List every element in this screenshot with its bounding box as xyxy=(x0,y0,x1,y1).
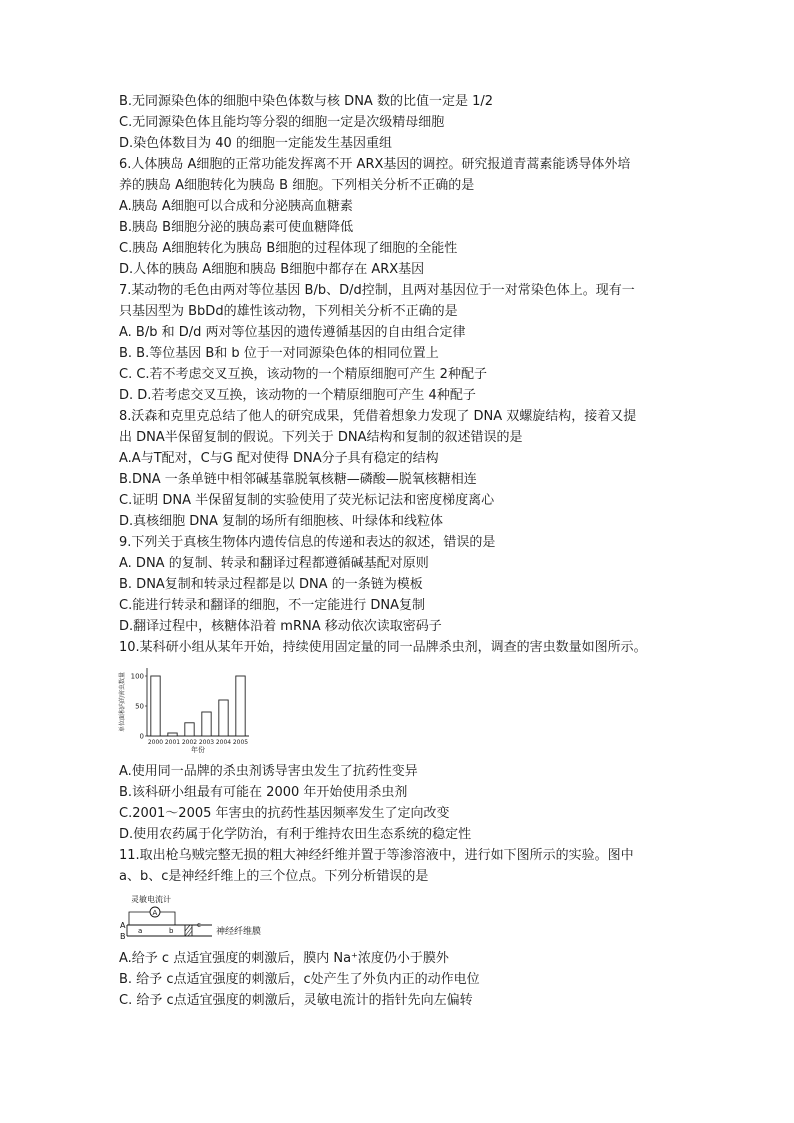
option-line: D.染色体数目为 40 的细胞一定能发生基因重组 xyxy=(119,136,392,151)
bar-2002 xyxy=(185,723,194,736)
option-line: C.能进行转录和翻译的细胞，不一定能进行 DNA复制 xyxy=(119,598,425,613)
bar-2001 xyxy=(168,733,177,736)
question-line: 出 DNA半保留复制的假说。下列关于 DNA结构和复制的叙述错误的是 xyxy=(119,430,523,445)
option-line: C. 给予 c点适宜强度的刺激后，灵敏电流计的指针先向左偏转 xyxy=(119,993,473,1008)
option-line: C. C.若不考虑交叉互换，该动物的一个精原细胞可产生 2种配子 xyxy=(119,367,487,382)
option-line: A.使用同一品牌的杀虫剂诱导害虫发生了抗药性变异 xyxy=(119,764,418,779)
x-tick-label: 2001 xyxy=(164,739,181,746)
row-a-label: A xyxy=(120,921,126,930)
option-line: C.无同源染色体且能均等分裂的细胞一定是次级精母细胞 xyxy=(119,115,445,130)
option-line: A. B/b 和 D/d 两对等位基因的遗传遵循基因的自由组合定律 xyxy=(119,325,466,340)
bar-2004 xyxy=(219,700,228,736)
chart-bars xyxy=(151,676,245,736)
question-line: a、b、c是神经纤维上的三个位点。下列分析错误的是 xyxy=(119,869,429,884)
bar-2003 xyxy=(202,712,211,736)
option-line: A.给予 c 点适宜强度的刺激后，膜内 Na⁺浓度仍小于膜外 xyxy=(119,951,449,966)
option-line: C.2001～2005 年害虫的抗药性基因频率发生了定向改变 xyxy=(119,806,450,821)
nerve-diagram-svg xyxy=(117,893,297,945)
bar-2005 xyxy=(236,676,245,736)
question-line: 6.人体胰岛 A细胞的正常功能发挥离不开 ARX基因的调控。研究报道青蒿素能诱导体外培 xyxy=(119,157,631,172)
option-line: B. DNA复制和转录过程都是以 DNA 的一条链为模板 xyxy=(119,577,423,592)
meter-label: 灵敏电流计 xyxy=(131,895,171,904)
x-axis-label: 年份 xyxy=(191,746,205,754)
question-line: 只基因型为 BbDd的雄性该动物，下列相关分析不正确的是 xyxy=(119,304,458,319)
option-line: D.翻译过程中，核糖体沿着 mRNA 移动依次读取密码子 xyxy=(119,619,442,634)
option-line: D. D.若考虑交叉互换，该动物的一个精原细胞可产生 4种配子 xyxy=(119,388,476,403)
point-b: b xyxy=(169,927,174,935)
nerve-fiber-diagram xyxy=(117,893,297,945)
y-tick-label: 50 xyxy=(135,702,144,711)
option-line: A.A与T配对，C与G 配对使得 DNA分子具有稳定的结构 xyxy=(119,451,439,466)
point-a: a xyxy=(138,927,143,935)
option-line: A.胰岛 A细胞可以合成和分泌胰高血糖素 xyxy=(119,199,353,214)
option-line: A. DNA 的复制、转录和翻译过程都遵循碱基配对原则 xyxy=(119,556,429,571)
y-axis-label: 单位面积内的害虫数量 xyxy=(119,671,126,733)
question-line: 8.沃森和克里克总结了他人的研究成果，凭借着想象力发现了 DNA 双螺旋结构，接着又提 xyxy=(119,409,637,424)
option-line: C.胰岛 A细胞转化为胰岛 B细胞的过程体现了细胞的全能性 xyxy=(119,241,458,256)
x-tick-label: 2000 xyxy=(147,739,164,746)
option-line: B. 给予 c点适宜强度的刺激后，c处产生了外负内正的动作电位 xyxy=(119,972,480,987)
option-line: B.无同源染色体的细胞中染色体数与核 DNA 数的比值一定是 1/2 xyxy=(119,94,493,109)
fiber-label: 神经纤维膜 xyxy=(216,927,262,937)
question-line: 9.下列关于真核生物体内遗传信息的传递和表达的叙述，错误的是 xyxy=(119,535,496,550)
bar-2000 xyxy=(151,676,160,736)
question-line: 11.取出枪乌贼完整无损的粗大神经纤维并置于等渗溶液中，进行如下图所示的实验。图中 xyxy=(119,848,634,863)
x-tick-label: 2003 xyxy=(198,739,215,746)
option-line: B. B.等位基因 B和 b 位于一对同源染色体的相同位置上 xyxy=(119,346,439,361)
x-tick-label: 2005 xyxy=(232,739,249,746)
question-line: 10.某科研小组从某年开始，持续使用固定量的同一品牌杀虫剂，调查的害虫数量如图所示。 xyxy=(119,640,647,655)
option-line: B.DNA 一条单链中相邻碱基靠脱氧核糖—磷酸—脱氧核糖相连 xyxy=(119,472,477,487)
bar-chart-svg xyxy=(117,662,257,754)
y-tick-label: 0 xyxy=(139,732,144,741)
x-tick-label: 2004 xyxy=(215,739,232,746)
option-line: D.真核细胞 DNA 复制的场所有细胞核、叶绿体和线粒体 xyxy=(119,514,444,529)
wire-left xyxy=(129,912,150,925)
option-line: D.人体的胰岛 A细胞和胰岛 B细胞中都存在 ARX基因 xyxy=(119,262,425,277)
row-b-label: B xyxy=(120,932,126,941)
x-tick-label: 2002 xyxy=(181,739,198,746)
option-line: B.该科研小组最有可能在 2000 年开始使用杀虫剂 xyxy=(119,785,408,800)
y-tick-label: 100 xyxy=(130,672,144,681)
option-line: D.使用农药属于化学防治，有利于维持农田生态系统的稳定性 xyxy=(119,827,472,842)
option-line: C.证明 DNA 半保留复制的实验使用了荧光标记法和密度梯度离心 xyxy=(119,493,495,508)
wire-right xyxy=(160,912,175,925)
chart-tick-labels xyxy=(118,672,248,754)
option-line: B.胰岛 B细胞分泌的胰岛素可使血糖降低 xyxy=(119,220,354,235)
meter-symbol: A xyxy=(152,909,158,917)
question-line: 养的胰岛 A细胞转化为胰岛 B 细胞。下列相关分析不正确的是 xyxy=(119,178,475,193)
question-line: 7.某动物的毛色由两对等位基因 B/b、D/d控制，且两对基因位于一对常染色体上。现有一 xyxy=(119,283,635,298)
point-c: c xyxy=(197,921,201,929)
pest-bar-chart xyxy=(117,662,257,754)
